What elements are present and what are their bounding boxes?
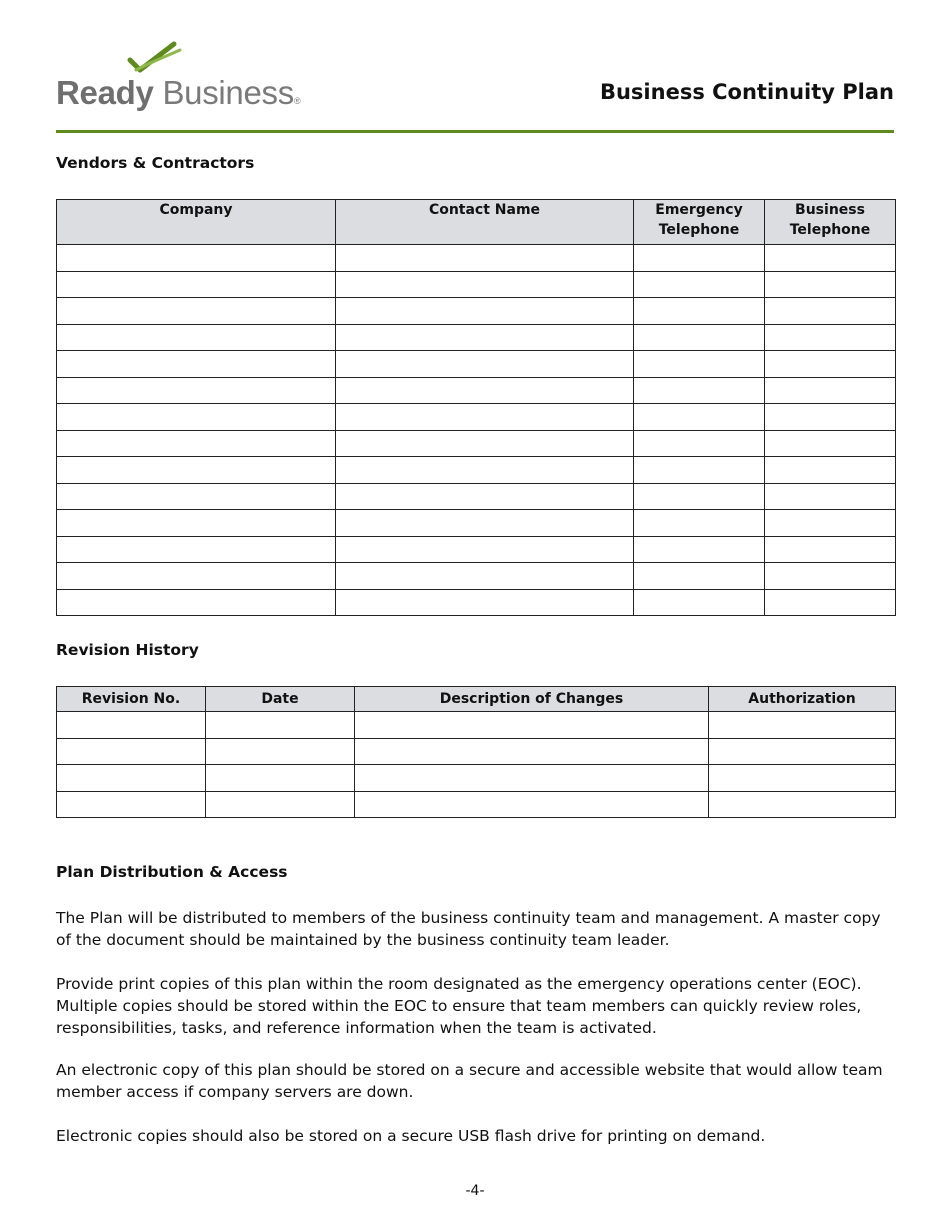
- distribution-paragraph: Provide print copies of this plan within the room designated as the emergency operations center (EOC). Multiple copies should be stored within the EOC to ensure that team members can quickly review roles, responsibilities, tasks, and reference information when the team is activated.: [56, 975, 862, 1037]
- table-cell[interactable]: [336, 589, 634, 616]
- table-cell[interactable]: [634, 377, 765, 404]
- table-cell[interactable]: [765, 404, 896, 431]
- distribution-paragraph: An electronic copy of this plan should be stored on a secure and accessible website that would allow team member access if company servers are down.: [56, 1061, 883, 1101]
- table-cell[interactable]: [709, 738, 896, 765]
- vendors-table: [56, 199, 896, 616]
- revision-row: [57, 791, 896, 818]
- table-cell[interactable]: [57, 536, 336, 563]
- table-cell[interactable]: [336, 536, 634, 563]
- revision-header-row: [57, 687, 896, 712]
- vendor-row: [57, 589, 896, 616]
- table-cell[interactable]: [709, 765, 896, 792]
- table-cell[interactable]: [765, 563, 896, 590]
- vendor-row: [57, 245, 896, 272]
- table-cell[interactable]: [634, 430, 765, 457]
- table-cell[interactable]: [355, 712, 709, 739]
- column-header-contact-name: Contact Name: [336, 200, 634, 245]
- table-cell[interactable]: [57, 271, 336, 298]
- column-header-authorization: Authorization: [709, 687, 896, 712]
- table-cell[interactable]: [206, 765, 355, 792]
- table-cell[interactable]: [765, 298, 896, 325]
- table-cell[interactable]: [765, 324, 896, 351]
- table-cell[interactable]: [336, 245, 634, 272]
- table-cell[interactable]: [57, 791, 206, 818]
- table-cell[interactable]: [765, 510, 896, 537]
- table-cell[interactable]: [336, 430, 634, 457]
- revision-row: [57, 738, 896, 765]
- vendor-row: [57, 377, 896, 404]
- table-cell[interactable]: [634, 457, 765, 484]
- table-cell[interactable]: [765, 271, 896, 298]
- vendor-row: [57, 324, 896, 351]
- column-header-business-telephone: Business Telephone: [765, 200, 896, 245]
- table-cell[interactable]: [634, 536, 765, 563]
- table-cell[interactable]: [57, 563, 336, 590]
- table-cell[interactable]: [57, 765, 206, 792]
- column-header-emergency-telephone: Emergency Telephone: [634, 200, 765, 245]
- table-cell[interactable]: [634, 351, 765, 378]
- table-cell[interactable]: [634, 324, 765, 351]
- table-cell[interactable]: [57, 377, 336, 404]
- table-cell[interactable]: [57, 245, 336, 272]
- table-cell[interactable]: [336, 324, 634, 351]
- distribution-paragraph: Electronic copies should also be stored on a secure USB flash drive for printing on demand.: [56, 1127, 766, 1145]
- vendor-row: [57, 404, 896, 431]
- column-header-revision-no: Revision No.: [57, 687, 206, 712]
- table-cell[interactable]: [57, 457, 336, 484]
- table-cell[interactable]: [57, 589, 336, 616]
- vendors-heading: Vendors & Contractors: [56, 154, 255, 172]
- table-cell[interactable]: [336, 404, 634, 431]
- table-cell[interactable]: [709, 791, 896, 818]
- table-cell[interactable]: [57, 351, 336, 378]
- vendor-row: [57, 510, 896, 537]
- table-cell[interactable]: [336, 377, 634, 404]
- table-cell[interactable]: [765, 589, 896, 616]
- table-cell[interactable]: [57, 298, 336, 325]
- logo-text-business: Business: [162, 74, 294, 111]
- vendor-row: [57, 351, 896, 378]
- table-cell[interactable]: [634, 510, 765, 537]
- vendor-row: [57, 457, 896, 484]
- table-cell[interactable]: [634, 271, 765, 298]
- table-cell[interactable]: [336, 510, 634, 537]
- table-cell[interactable]: [336, 271, 634, 298]
- table-cell[interactable]: [765, 483, 896, 510]
- table-cell[interactable]: [634, 404, 765, 431]
- table-cell[interactable]: [765, 245, 896, 272]
- distribution-heading: Plan Distribution & Access: [56, 863, 288, 881]
- table-cell[interactable]: [634, 563, 765, 590]
- table-cell[interactable]: [57, 483, 336, 510]
- table-cell[interactable]: [634, 483, 765, 510]
- column-header-date: Date: [206, 687, 355, 712]
- table-cell[interactable]: [206, 791, 355, 818]
- logo-text: [56, 74, 300, 112]
- table-cell[interactable]: [765, 377, 896, 404]
- table-cell[interactable]: [57, 430, 336, 457]
- vendor-row: [57, 298, 896, 325]
- table-cell[interactable]: [57, 324, 336, 351]
- table-cell[interactable]: [336, 483, 634, 510]
- header-divider: [56, 130, 894, 133]
- table-cell[interactable]: [336, 457, 634, 484]
- vendor-row: [57, 483, 896, 510]
- table-cell[interactable]: [634, 589, 765, 616]
- ready-business-logo: [56, 40, 301, 115]
- table-cell[interactable]: [57, 738, 206, 765]
- table-cell[interactable]: [765, 457, 896, 484]
- vendor-row: [57, 430, 896, 457]
- vendor-row: [57, 536, 896, 563]
- table-cell[interactable]: [355, 738, 709, 765]
- vendor-row: [57, 563, 896, 590]
- table-cell[interactable]: [57, 712, 206, 739]
- table-cell[interactable]: [765, 536, 896, 563]
- logo-text-ready: Ready: [56, 74, 154, 111]
- table-cell[interactable]: [634, 245, 765, 272]
- checkmark-icon: [126, 40, 186, 76]
- revision-history-table: [56, 686, 896, 818]
- revision-row: [57, 765, 896, 792]
- table-cell[interactable]: [765, 351, 896, 378]
- table-cell[interactable]: [355, 765, 709, 792]
- page-number: -4-: [465, 1183, 485, 1199]
- column-header-description-of-changes: Description of Changes: [355, 687, 709, 712]
- table-cell[interactable]: [206, 712, 355, 739]
- table-cell[interactable]: [336, 298, 634, 325]
- table-cell[interactable]: [355, 791, 709, 818]
- table-cell[interactable]: [634, 298, 765, 325]
- table-cell[interactable]: [336, 563, 634, 590]
- column-header-company: Company: [57, 200, 336, 245]
- table-cell[interactable]: [765, 430, 896, 457]
- logo-registered-mark: ®: [293, 96, 301, 106]
- distribution-paragraph: The Plan will be distributed to members of the business continuity team and management. A master copy of the document should be maintained by the business continuity team leader.: [56, 909, 881, 949]
- table-cell[interactable]: [57, 404, 336, 431]
- vendors-header-row: [57, 200, 896, 245]
- table-cell[interactable]: [57, 510, 336, 537]
- revision-row: [57, 712, 896, 739]
- table-cell[interactable]: [336, 351, 634, 378]
- table-cell[interactable]: [206, 738, 355, 765]
- document-title: Business Continuity Plan: [599, 80, 894, 104]
- revision-history-heading: Revision History: [56, 641, 199, 659]
- vendor-row: [57, 271, 896, 298]
- table-cell[interactable]: [709, 712, 896, 739]
